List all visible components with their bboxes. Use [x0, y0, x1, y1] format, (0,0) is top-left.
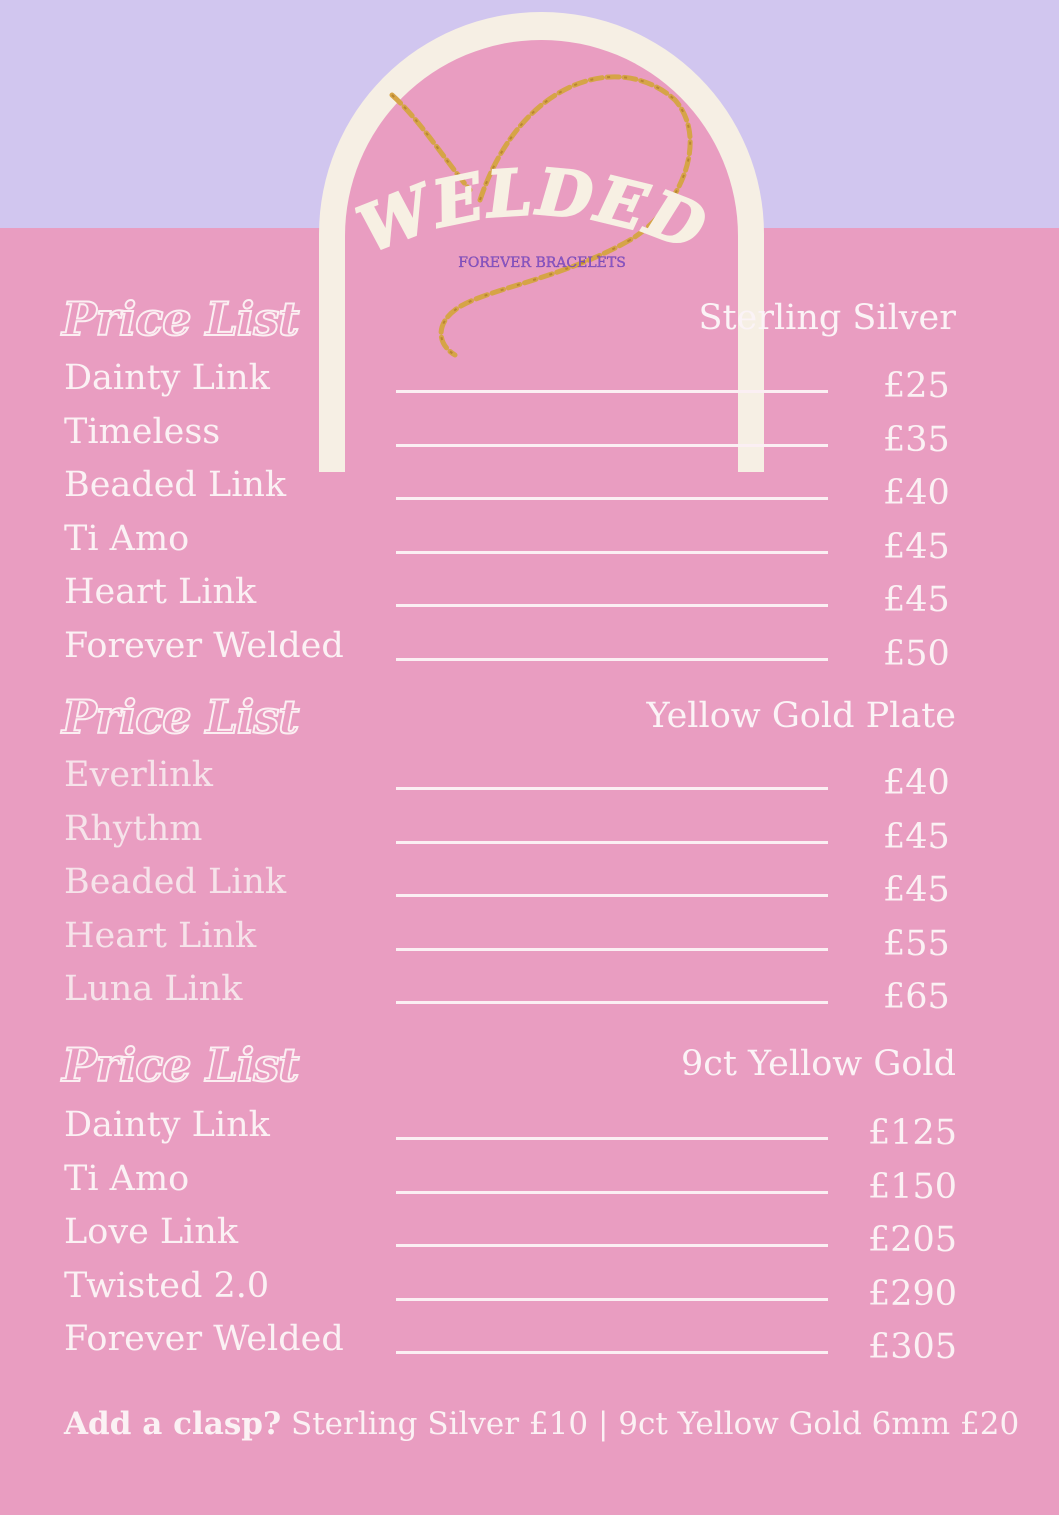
item-price: £55 [883, 923, 950, 964]
leader-line [396, 604, 828, 607]
section-title: Price List [62, 1038, 299, 1092]
item-price: £150 [868, 1166, 958, 1207]
section-material: 9ct Yellow Gold [680, 1044, 956, 1084]
leader-line [396, 1137, 828, 1140]
item-name: Ti Amo [64, 1158, 190, 1199]
item-name: Luna Link [64, 969, 243, 1009]
item-price: £45 [883, 526, 950, 567]
logo-subtitle: FOREVER BRACELETS [458, 255, 626, 271]
leader-line [396, 658, 828, 661]
item-price: £45 [883, 870, 950, 910]
item-name: Twisted 2.0 [64, 1265, 270, 1306]
item-price: £65 [883, 977, 950, 1017]
item-name: Beaded Link [64, 862, 287, 902]
item-name: Forever Welded [64, 1319, 344, 1359]
section-material: Yellow Gold Plate [646, 696, 956, 736]
leader-line [396, 1351, 828, 1354]
leader-line [396, 1298, 828, 1301]
leader-line [396, 497, 828, 500]
leader-line [396, 551, 828, 554]
item-price: £205 [868, 1220, 958, 1260]
item-name: Heart Link [64, 915, 257, 956]
item-price: £290 [868, 1273, 958, 1314]
clasp-note-text: Sterling Silver £10 | 9ct Yellow Gold 6mm £20 [290, 1406, 1020, 1442]
logo [330, 40, 750, 380]
item-name: Heart Link [64, 572, 257, 612]
logo-title: WELDED [347, 154, 718, 269]
item-price: £50 [883, 633, 950, 674]
item-price: £40 [883, 763, 950, 803]
item-price: £125 [868, 1113, 958, 1153]
leader-line [396, 1001, 828, 1004]
section-title: Price List [62, 292, 299, 346]
item-name: Rhythm [64, 808, 203, 849]
clasp-note-label: Add a clasp? [64, 1406, 282, 1442]
item-name: Everlink [64, 755, 213, 795]
leader-line [396, 894, 828, 897]
item-name: Timeless [64, 411, 221, 452]
leader-line [396, 390, 828, 393]
item-name: Ti Amo [64, 518, 190, 559]
leader-line [396, 1244, 828, 1247]
item-price: £45 [883, 580, 950, 620]
item-price: £35 [883, 419, 950, 460]
item-name: Dainty Link [64, 1105, 270, 1145]
item-name: Forever Welded [64, 625, 344, 666]
leader-line [396, 841, 828, 844]
item-name: Beaded Link [64, 465, 287, 505]
leader-line [396, 787, 828, 790]
item-name: Dainty Link [64, 358, 270, 398]
section-title: Price List [62, 690, 299, 744]
leader-line [396, 948, 828, 951]
section-material: Sterling Silver [698, 298, 956, 338]
item-price: £45 [883, 816, 950, 857]
leader-line [396, 444, 828, 447]
item-price: £25 [883, 366, 950, 406]
item-name: Love Link [64, 1212, 239, 1252]
item-price: £305 [868, 1327, 958, 1367]
clasp-note [64, 1406, 1019, 1442]
item-price: £40 [883, 473, 950, 513]
leader-line [396, 1191, 828, 1194]
